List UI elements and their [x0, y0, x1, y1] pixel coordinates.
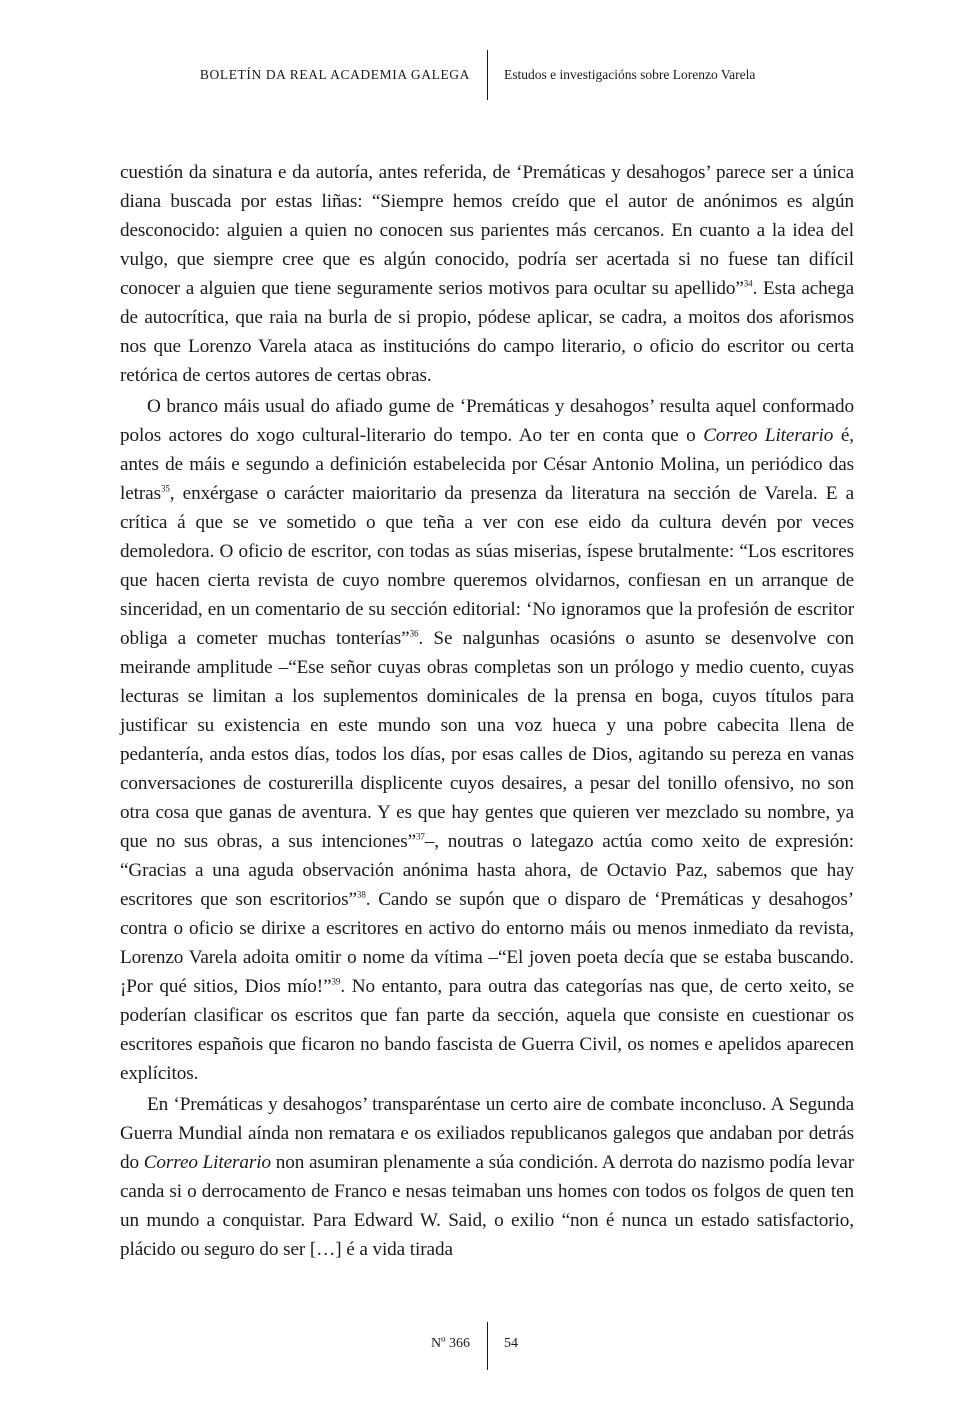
- footnote-ref-35[interactable]: 35: [160, 483, 170, 494]
- journal-title: BOLETÍN DA REAL ACADEMIA GALEGA: [199, 67, 470, 82]
- paragraph-3-text-b: non asumiran plenamente a súa condición. A derrota do nazismo podía levar canda si o derrocamento de Franco e nesas teimaban uns homes con todos os folgos de quen ten un mundo a conquistar. Para Edward W. Said, o exilio “non é nunca un estado satisfactorio, plácido ou seguro do ser […] é a vida tirada: [120, 1152, 855, 1260]
- paragraph-3: [120, 1090, 854, 1264]
- paragraph-2-text-g: . No entanto, para outra das categorías nas que, de certo xeito, se poderían clasificar os escritos que fan parte da sección, aquela que consiste en cuestionar os escritores españois que ficaron no bando fascista de Guerra Civil, os nomes e apelidos aparecen explícitos.: [120, 976, 854, 1084]
- footnote-ref-37[interactable]: 37: [416, 831, 425, 842]
- footnote-ref-34[interactable]: 34: [743, 278, 753, 289]
- paragraph-1: [120, 158, 854, 390]
- paragraph-2-text-f: . Cando se supón que o disparo de ‘Premáticas y desahogos’ contra o oficio se dirixe a escritores en activo do entorno máis ou menos inmediato da revista, Lorenzo Varela adoita omitir o nome da vítima –“El joven poeta decía que se estaba buscando. ¡Por qué sitios, Dios mío!”: [120, 889, 854, 997]
- paragraph-2-text-e: –, noutras o lategazo actúa como xeito de expresión: “Gracias a una aguda observación anónima hasta ahora, de Octavio Paz, sabemos que hay escritores que son escritorios”: [120, 831, 854, 910]
- footnote-ref-38[interactable]: 38: [356, 889, 366, 900]
- header-divider: [487, 50, 488, 100]
- paragraph-1-text-a: cuestión da sinatura e da autoría, antes referida, de ‘Premáticas y desahogos’ parece ser a única diana buscada por estas liñas: “Siempre hemos creído que el autor de anónimos es algún desconocido: alguien a quien no conocen sus parientes más cercanos. En cuanto a la idea del vulgo, que siempre cree que es algún conocido, podría ser acertada si no fuese tan difícil conocer a alguien que tiene seguramente serios motivos para ocultar su apellido”: [120, 162, 854, 299]
- paragraph-2-text-c: , enxérgase o carácter maioritario da presenza da literatura na sección de Varela. E a crítica á que se ve sometido o que teña a ver con ese eido da cultura devén por veces demoledora. O oficio de escritor, con todas as súas miserias, íspese brutalmente: “Los escritores que hacen cierta revista de cuyo nombre queremos olvidarnos, confiesan en un arranque de sinceridad, en un comentario de su sección editorial: ‘No ignoramos que la profesión de escritor obliga a cometer muchas tonterías”: [120, 483, 854, 649]
- issue-number: Nº 366: [431, 1336, 470, 1351]
- paragraph-1-text-b: . Esta achega de autocrítica, que raia na burla de si propio, pódese aplicar, se cadra, a moitos dos aforismos nos que Lorenzo Varela ataca as institucións do campo literario, o oficio do escritor ou certa retórica de certos autores de certas obras.: [120, 278, 854, 386]
- article-body: [120, 158, 854, 1264]
- paragraph-3-text-a: En ‘Premáticas y desahogos’ transparéntase un certo aire de combate inconcluso. A Segunda Guerra Mundial aínda non rematara e os exiliados republicanos galegos que andaban por detrás do: [120, 1094, 854, 1173]
- paragraph-2-text-d: . Se nalgunhas ocasións o asunto se desenvolve con meirande amplitude –“Ese señor cuyas obras completas son un prólogo y medio cuento, cuyas lecturas se limitan a los suplementos dominicales de la prensa en boga, cuyos títulos para justificar su existencia en este mundo son una voz hueca y una pobre cabecita llena de pedantería, anda estos días, todos los días, por esas calles de Dios, agitando su pereza en vanas conversaciones de costurerilla displicente cuyos desaires, a pesar del tonillo ofensivo, no son otra cosa que ganas de aventura. Y es que hay gentes que quieren ver mezclado su nombre, ya que no sus obras, a sus intenciones”: [120, 628, 855, 852]
- paragraph-2-text-b: é, antes de máis e segundo a definición estabelecida por César Antonio Molina, un periódico das letras: [120, 425, 854, 504]
- running-header: [0, 50, 975, 100]
- footnote-ref-39[interactable]: 39: [331, 976, 341, 987]
- footer-divider: [487, 1322, 488, 1370]
- journal-title-italic: Correo Literario: [703, 425, 834, 446]
- paragraph-2: [120, 392, 854, 1088]
- page-number: 54: [504, 1336, 518, 1351]
- page-footer: [0, 1322, 975, 1370]
- footnote-ref-36[interactable]: 36: [409, 628, 419, 639]
- section-title: Estudos e investigacións sobre Lorenzo Varela: [504, 67, 756, 82]
- journal-title-italic: Correo Literario: [143, 1152, 272, 1173]
- paragraph-2-text-a: O branco máis usual do afiado gume de ‘Premáticas y desahogos’ resulta aquel conformado polos actores do xogo cultural-literario do tempo. Ao ter en conta que o: [120, 396, 854, 446]
